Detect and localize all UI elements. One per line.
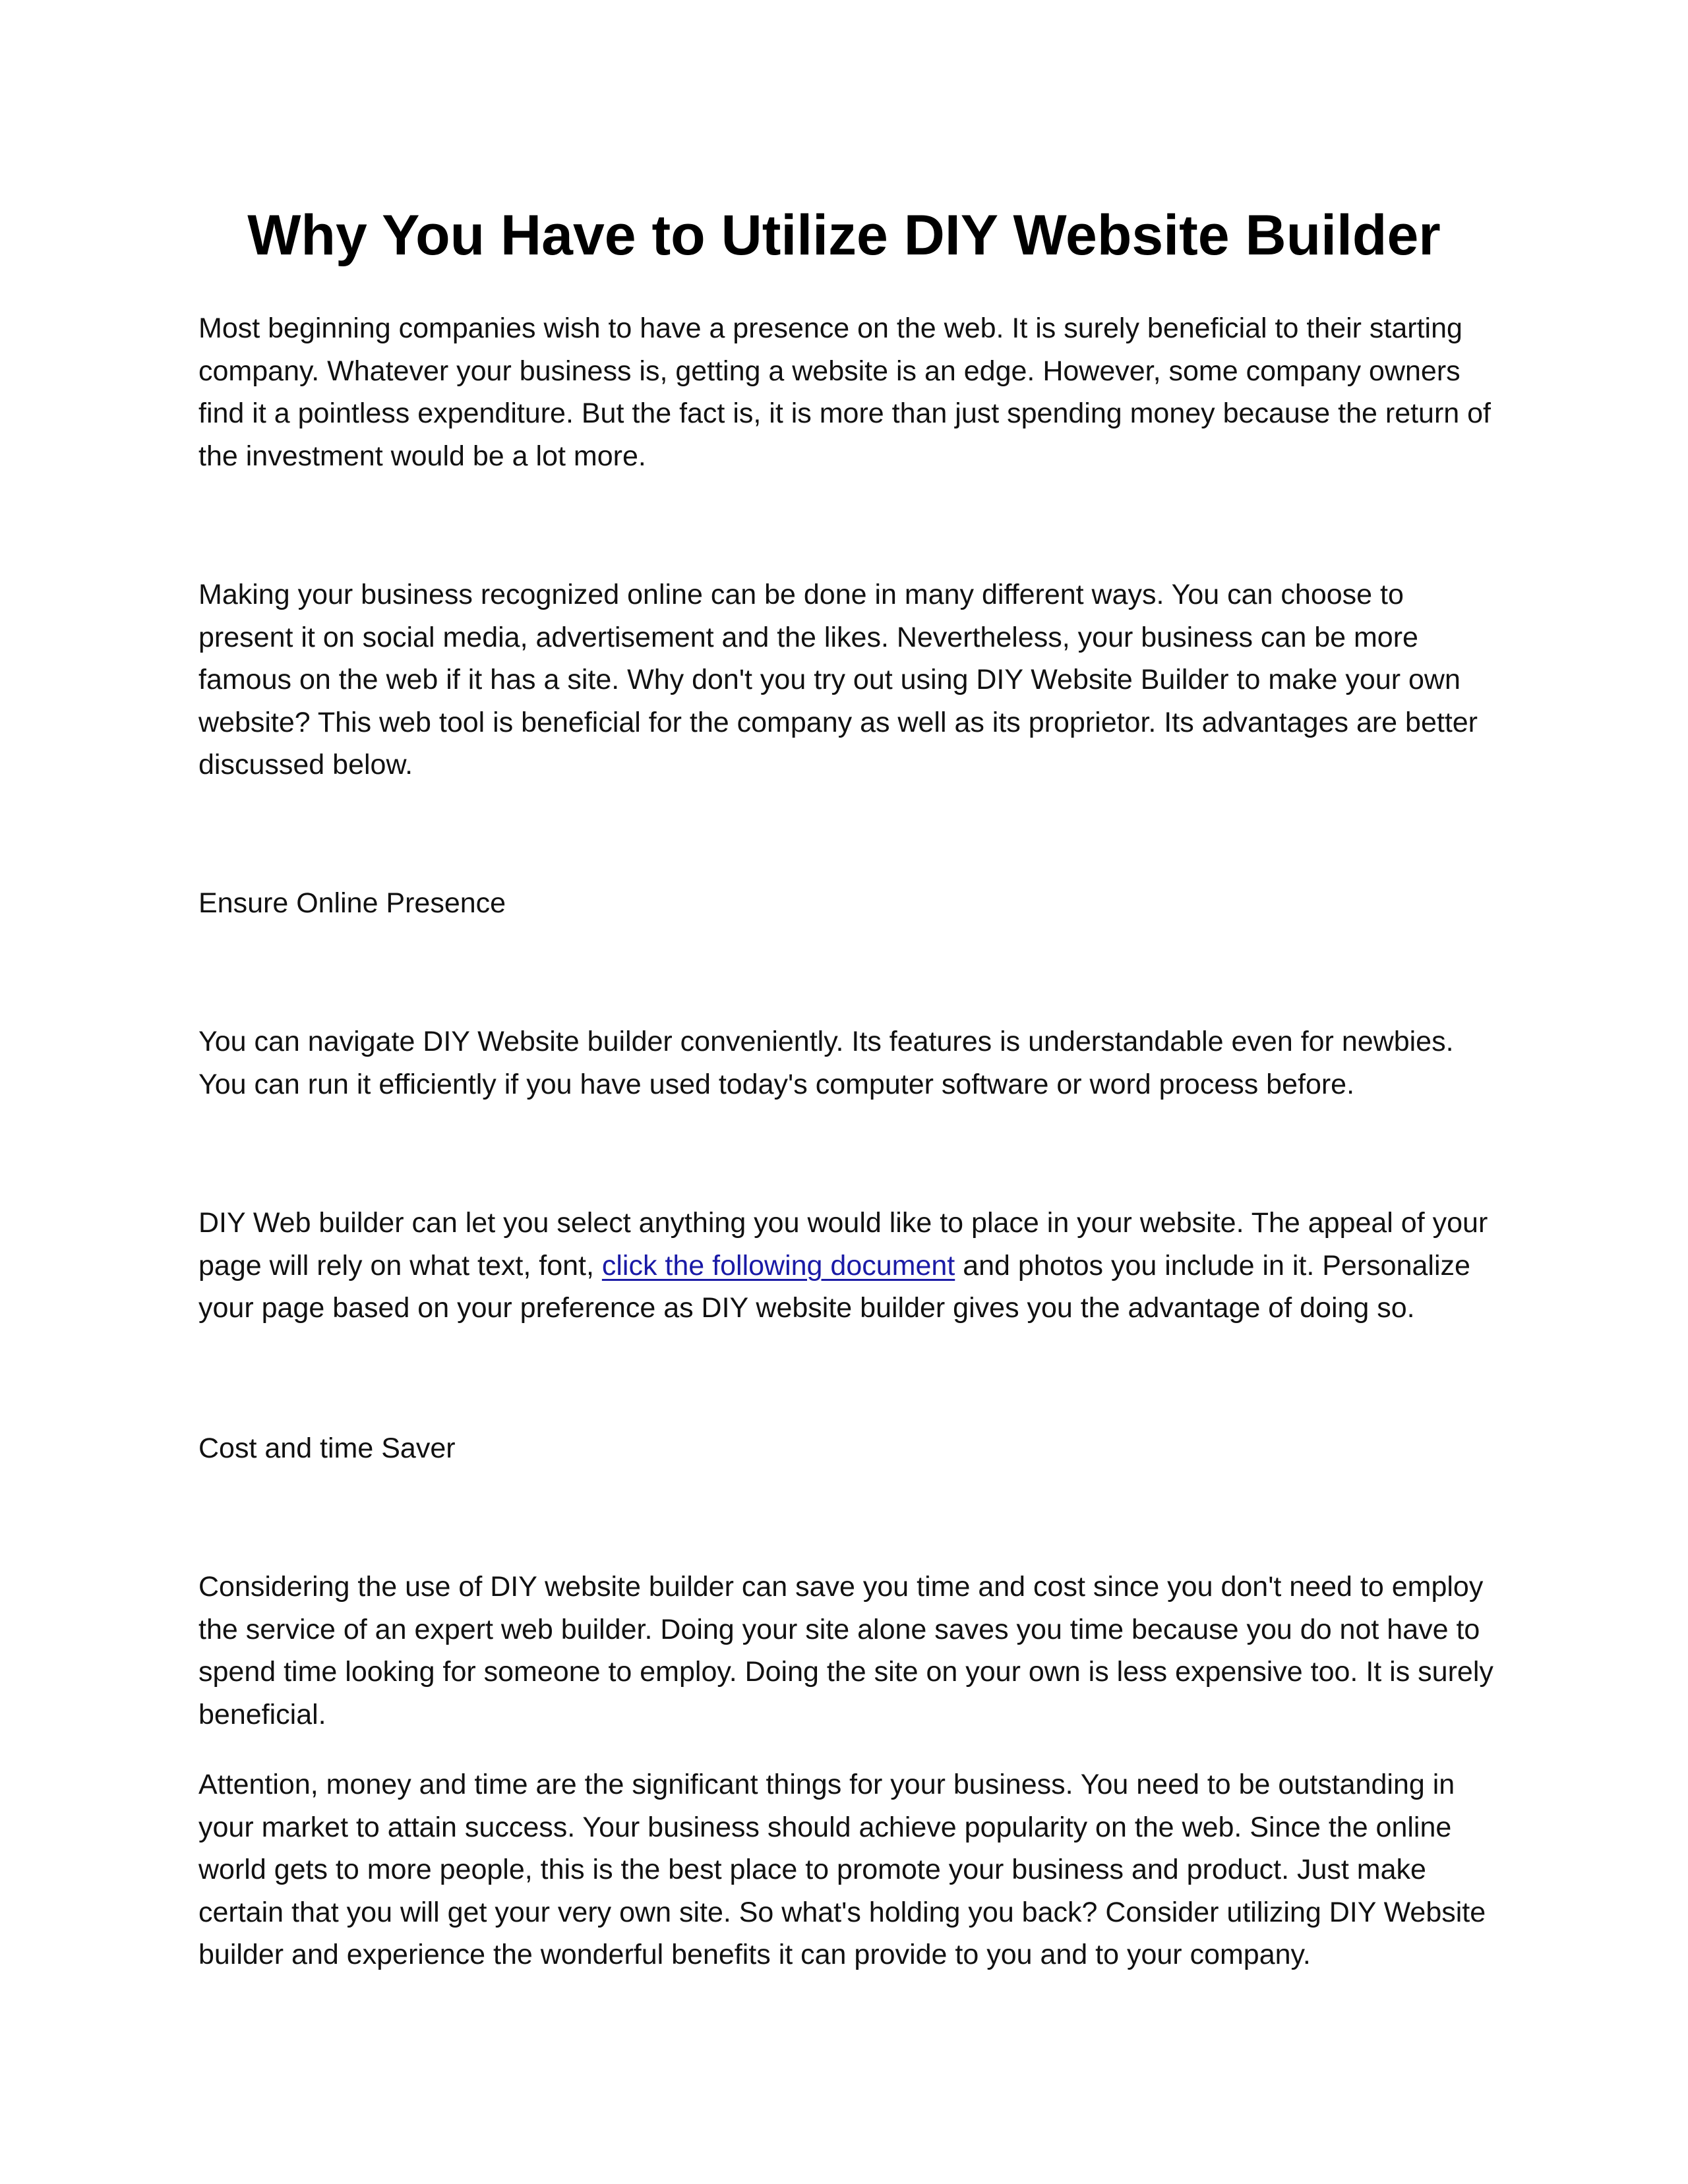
- paragraph-text-after-link: and photos you include in it. Personalize your page based on your preference as DIY website builder gives you the advantage of doing so.: [198, 1249, 1470, 1324]
- document-title: Why You Have to Utilize DIY Website Builder: [247, 204, 1441, 267]
- document-link[interactable]: click the following document: [601, 1249, 955, 1282]
- paragraph-text-before-link: DIY Web builder can let you select anything you would like to place in your website. The appeal of your page will rely on what text, font,: [198, 1207, 1488, 1282]
- section-heading-cost-time: Cost and time Saver: [198, 1432, 456, 1464]
- paragraph-cost-savings: Considering the use of DIY website builder can save you time and cost since you don't need to employ the service of an expert web builder. Doing your site alone saves you time because you do not have to spend time looking for someone to employ. Doing the site on your own is less expensive too. It is surely beneficial.: [198, 1571, 1493, 1730]
- paragraph-intro: Most beginning companies wish to have a presence on the web. It is surely beneficial to their starting company. Whatever your business is, getting a website is an edge. However, some company owners find it a pointless expenditure. But the fact is, it is more than just spending money because the return of the investment would be a lot more.: [198, 312, 1492, 472]
- section-heading-online-presence: Ensure Online Presence: [198, 887, 506, 919]
- paragraph-customization: [198, 1202, 1504, 1330]
- paragraph-conclusion: Attention, money and time are the significant things for your business. You need to be outstanding in your market to attain success. Your business should achieve popularity on the web. Since the online world gets to more people, this is the best place to promote your business and product. Just make certain that you will get your very own site. So what's holding you back? Consider utilizing DIY Website builder and experience the wonderful benefits it can provide to you and to your company.: [198, 1769, 1486, 1970]
- paragraph-recognition: Making your business recognized online can be done in many different ways. You can choose to present it on social media, advertisement and the likes. Nevertheless, your business can be more famous on the web if it has a site. Why don't you try out using DIY Website Builder to make your own website? This web tool is beneficial for the company as well as its proprietor. Its advantages are better discussed below.: [198, 579, 1478, 781]
- paragraph-navigation: You can navigate DIY Website builder conveniently. Its features is understandable even for newbies. You can run it efficiently if you have used today's computer software or word process before.: [198, 1026, 1454, 1100]
